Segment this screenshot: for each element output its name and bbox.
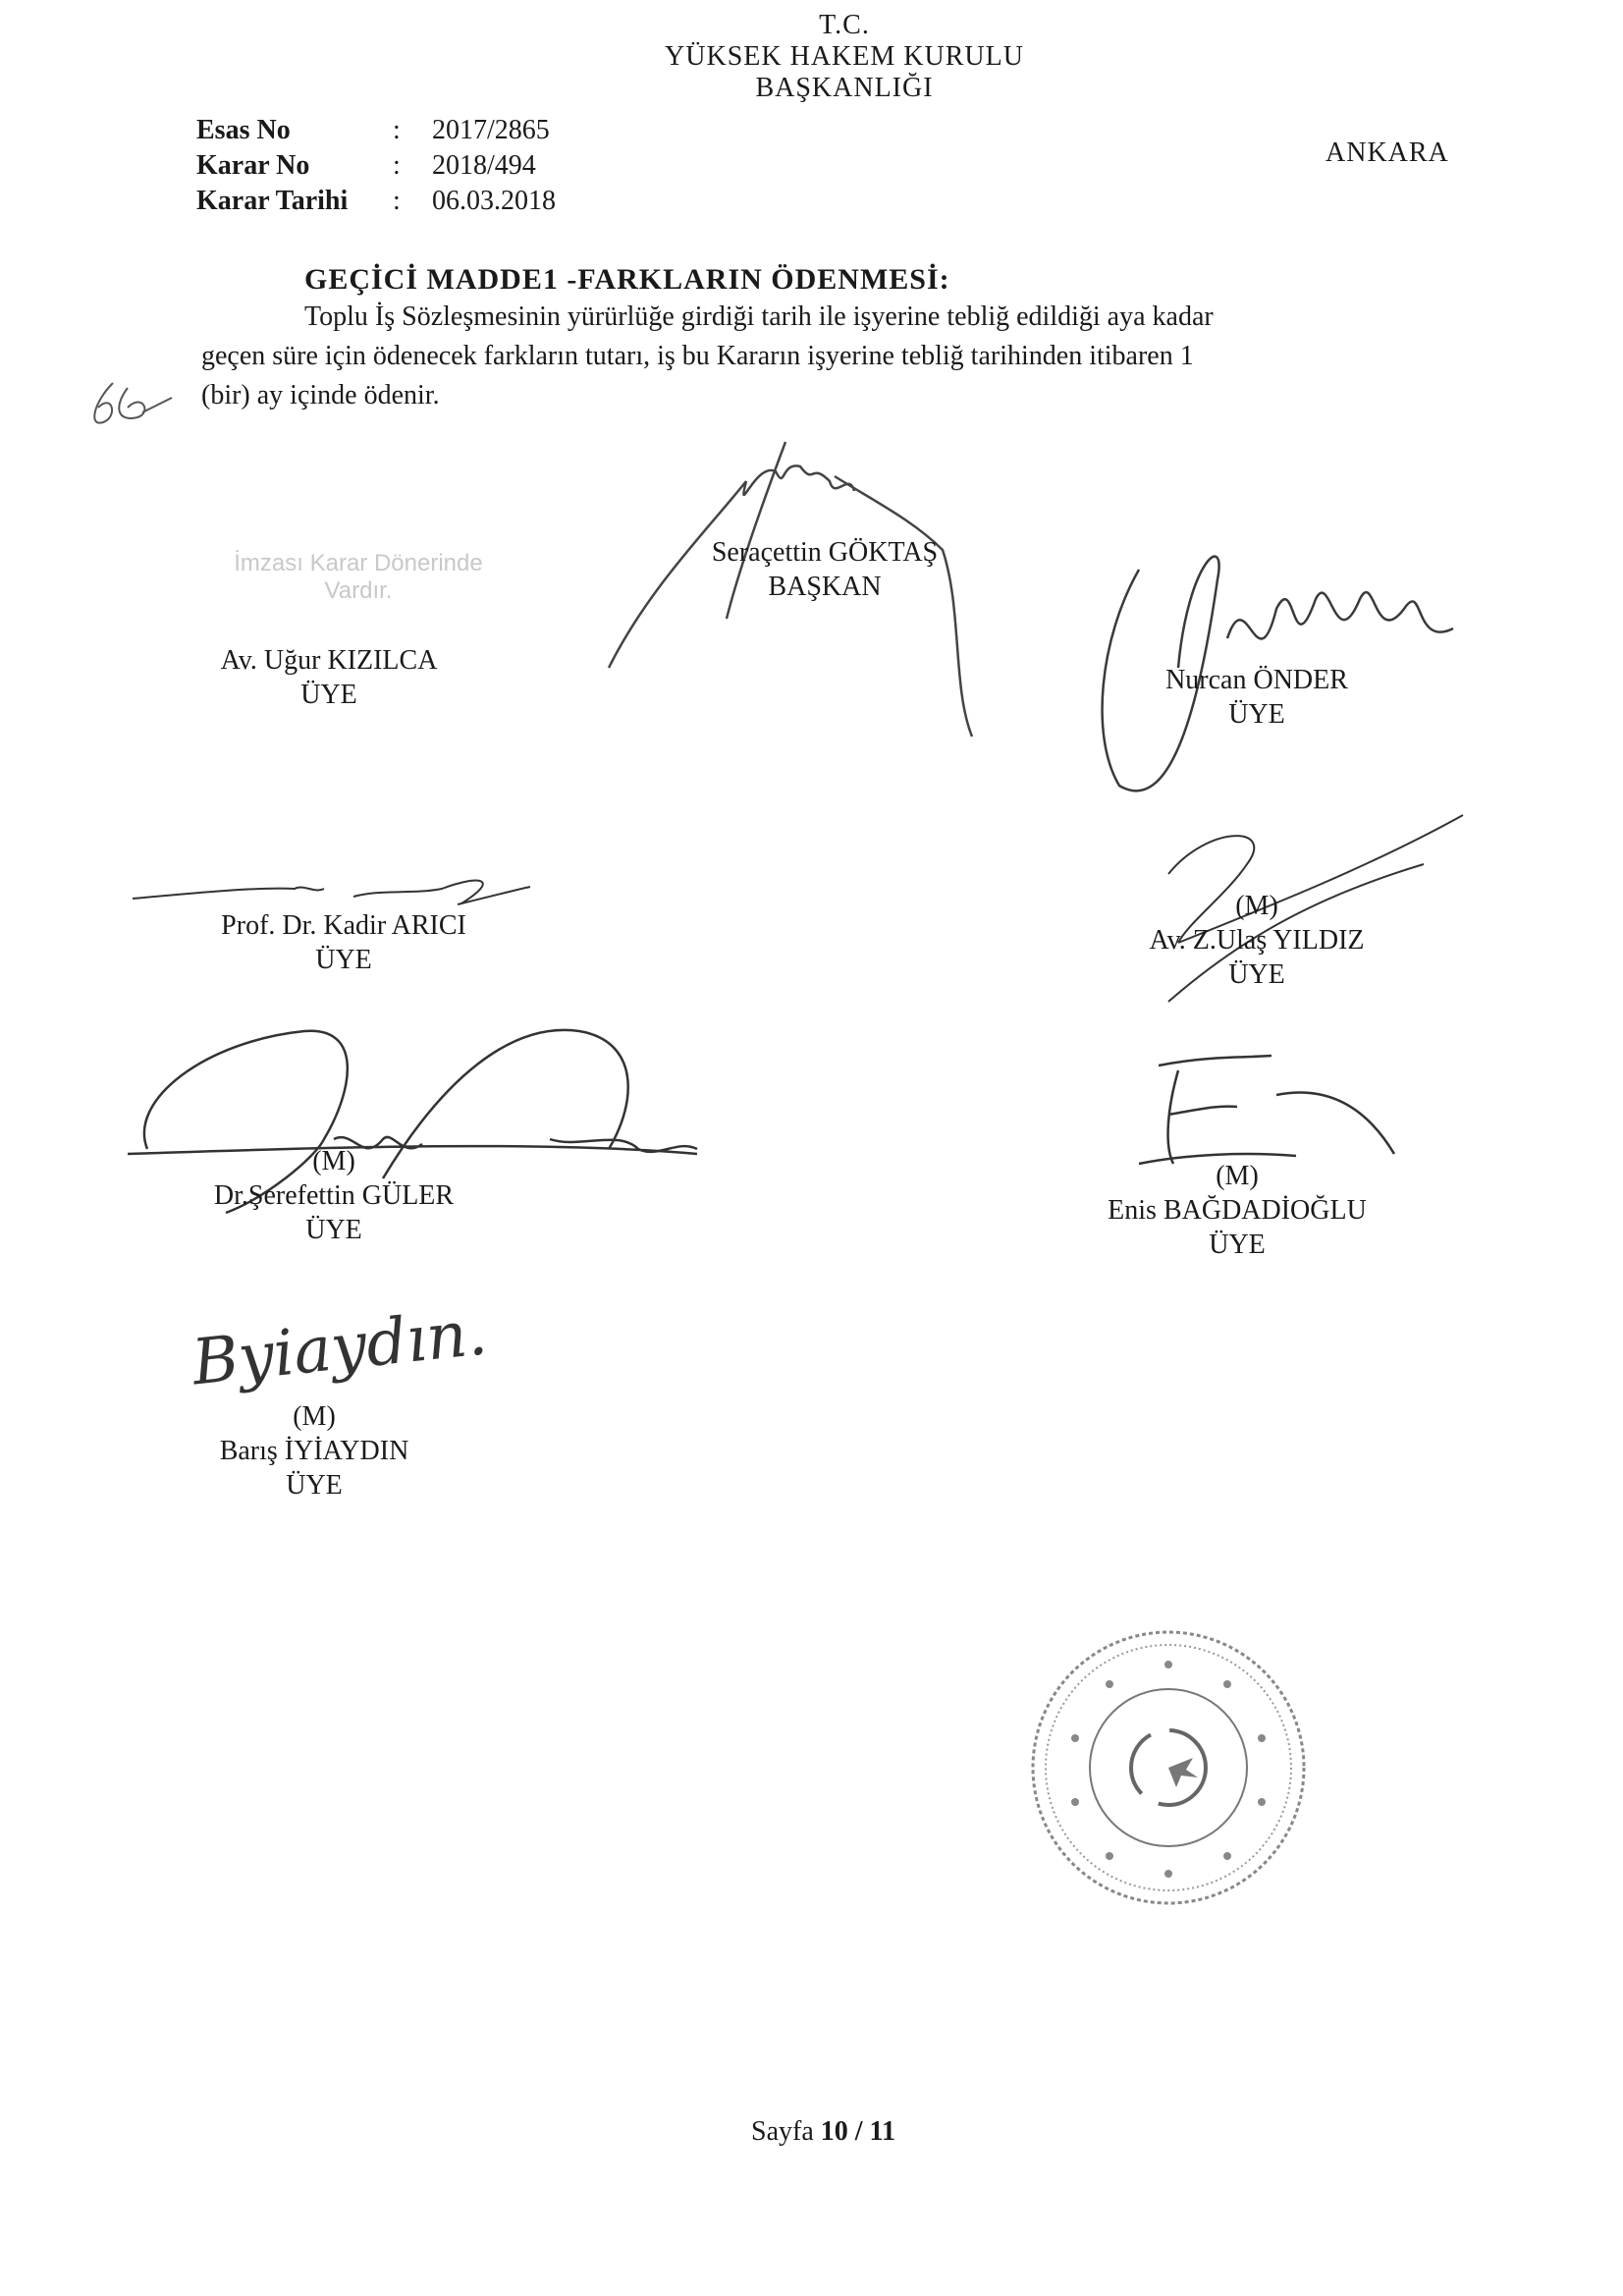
- signatory-bagdadioglu: [1080, 1159, 1394, 1262]
- meta-sep: :: [393, 186, 401, 216]
- guler-role: ÜYE: [305, 1215, 362, 1245]
- city-label: ANKARA: [1325, 137, 1449, 168]
- kizilca-role: ÜYE: [300, 680, 357, 710]
- arici-name: Prof. Dr. Kadir ARICI: [221, 910, 466, 941]
- letterhead-presidency: BAŞKANLIĞI: [755, 73, 934, 103]
- onder-signature: [1080, 520, 1492, 795]
- meta-row: [196, 113, 556, 148]
- meta-value: 06.03.2018: [432, 186, 556, 216]
- case-meta: [196, 113, 556, 219]
- letterhead-tc: T.C.: [819, 10, 870, 40]
- bagdadioglu-mark: (M): [1216, 1161, 1259, 1191]
- meta-sep: :: [393, 150, 401, 181]
- faint-note-line-2: Vardır.: [324, 577, 393, 604]
- letterhead-institution: YÜKSEK HAKEM KURULU: [665, 41, 1024, 72]
- signatory-iyiaydin: [177, 1399, 452, 1503]
- president-name: Seraçettin GÖKTAŞ: [711, 537, 939, 568]
- letterhead: [550, 10, 1139, 104]
- footer-prefix: Sayfa: [751, 2116, 814, 2147]
- iyiaydin-mark: (M): [293, 1401, 336, 1432]
- footer-sep: /: [854, 2116, 863, 2147]
- yildiz-mark: (M): [1235, 891, 1278, 921]
- meta-value: 2017/2865: [432, 115, 550, 145]
- signatory-guler: [177, 1144, 491, 1247]
- iyiaydin-signature: [182, 1277, 496, 1414]
- onder-role: ÜYE: [1228, 699, 1285, 730]
- guler-name: Dr.Şerefettin GÜLER: [213, 1180, 455, 1211]
- meta-row: [196, 184, 556, 219]
- onder-name: Nurcan ÖNDER: [1165, 665, 1348, 695]
- article-line-1: Toplu İş Sözleşmesinin yürürlüğe girdiği tarih ile işyerine tebliğ edildiği aya kadar: [304, 301, 1214, 332]
- faint-note: [211, 550, 506, 605]
- iyiaydin-name: Barış İYİAYDIN: [219, 1436, 409, 1466]
- meta-label: Esas No: [196, 115, 291, 145]
- iyiaydin-role: ÜYE: [286, 1470, 343, 1501]
- signatory-yildiz: [1100, 889, 1414, 992]
- bagdadioglu-role: ÜYE: [1209, 1230, 1266, 1260]
- margin-initials: [83, 363, 182, 442]
- signatory-president: [677, 535, 972, 604]
- yildiz-name: Av. Z.Ulaş YILDIZ: [1149, 925, 1365, 956]
- official-seal: [1021, 1620, 1316, 1915]
- bagdadioglu-signature: [1129, 1046, 1404, 1174]
- article-line-3: (bir) ay içinde ödenir.: [201, 380, 440, 410]
- footer-total: 11: [869, 2116, 896, 2147]
- kizilca-name: Av. Uğur KIZILCA: [220, 645, 438, 676]
- page-footer: [751, 2116, 895, 2148]
- president-role: BAŞKAN: [768, 572, 882, 602]
- footer-page: 10: [820, 2116, 848, 2147]
- signatory-kizilca: [177, 643, 481, 712]
- arici-role: ÜYE: [315, 945, 372, 975]
- meta-sep: :: [393, 115, 401, 145]
- yildiz-role: ÜYE: [1228, 959, 1285, 990]
- faint-note-line-1: İmzası Karar Dönerinde: [234, 550, 483, 576]
- bagdadioglu-name: Enis BAĞDADİOĞLU: [1108, 1195, 1367, 1226]
- article-line-2: geçen süre için ödenecek farkların tutarı, iş bu Kararın işyerine tebliğ tarihinden itibaren 1: [201, 341, 1194, 371]
- meta-row: [196, 148, 556, 184]
- signatory-arici: [177, 908, 511, 977]
- signatory-onder: [1109, 663, 1404, 732]
- meta-value: 2018/494: [432, 150, 536, 181]
- meta-label: Karar No: [196, 150, 310, 181]
- meta-label: Karar Tarihi: [196, 186, 349, 216]
- svg-text:Byiaydın.: Byiaydın.: [189, 1296, 491, 1400]
- guler-mark: (M): [312, 1146, 355, 1176]
- article-heading: GEÇİCİ MADDE1 -FARKLARIN ÖDENMESİ:: [304, 263, 950, 296]
